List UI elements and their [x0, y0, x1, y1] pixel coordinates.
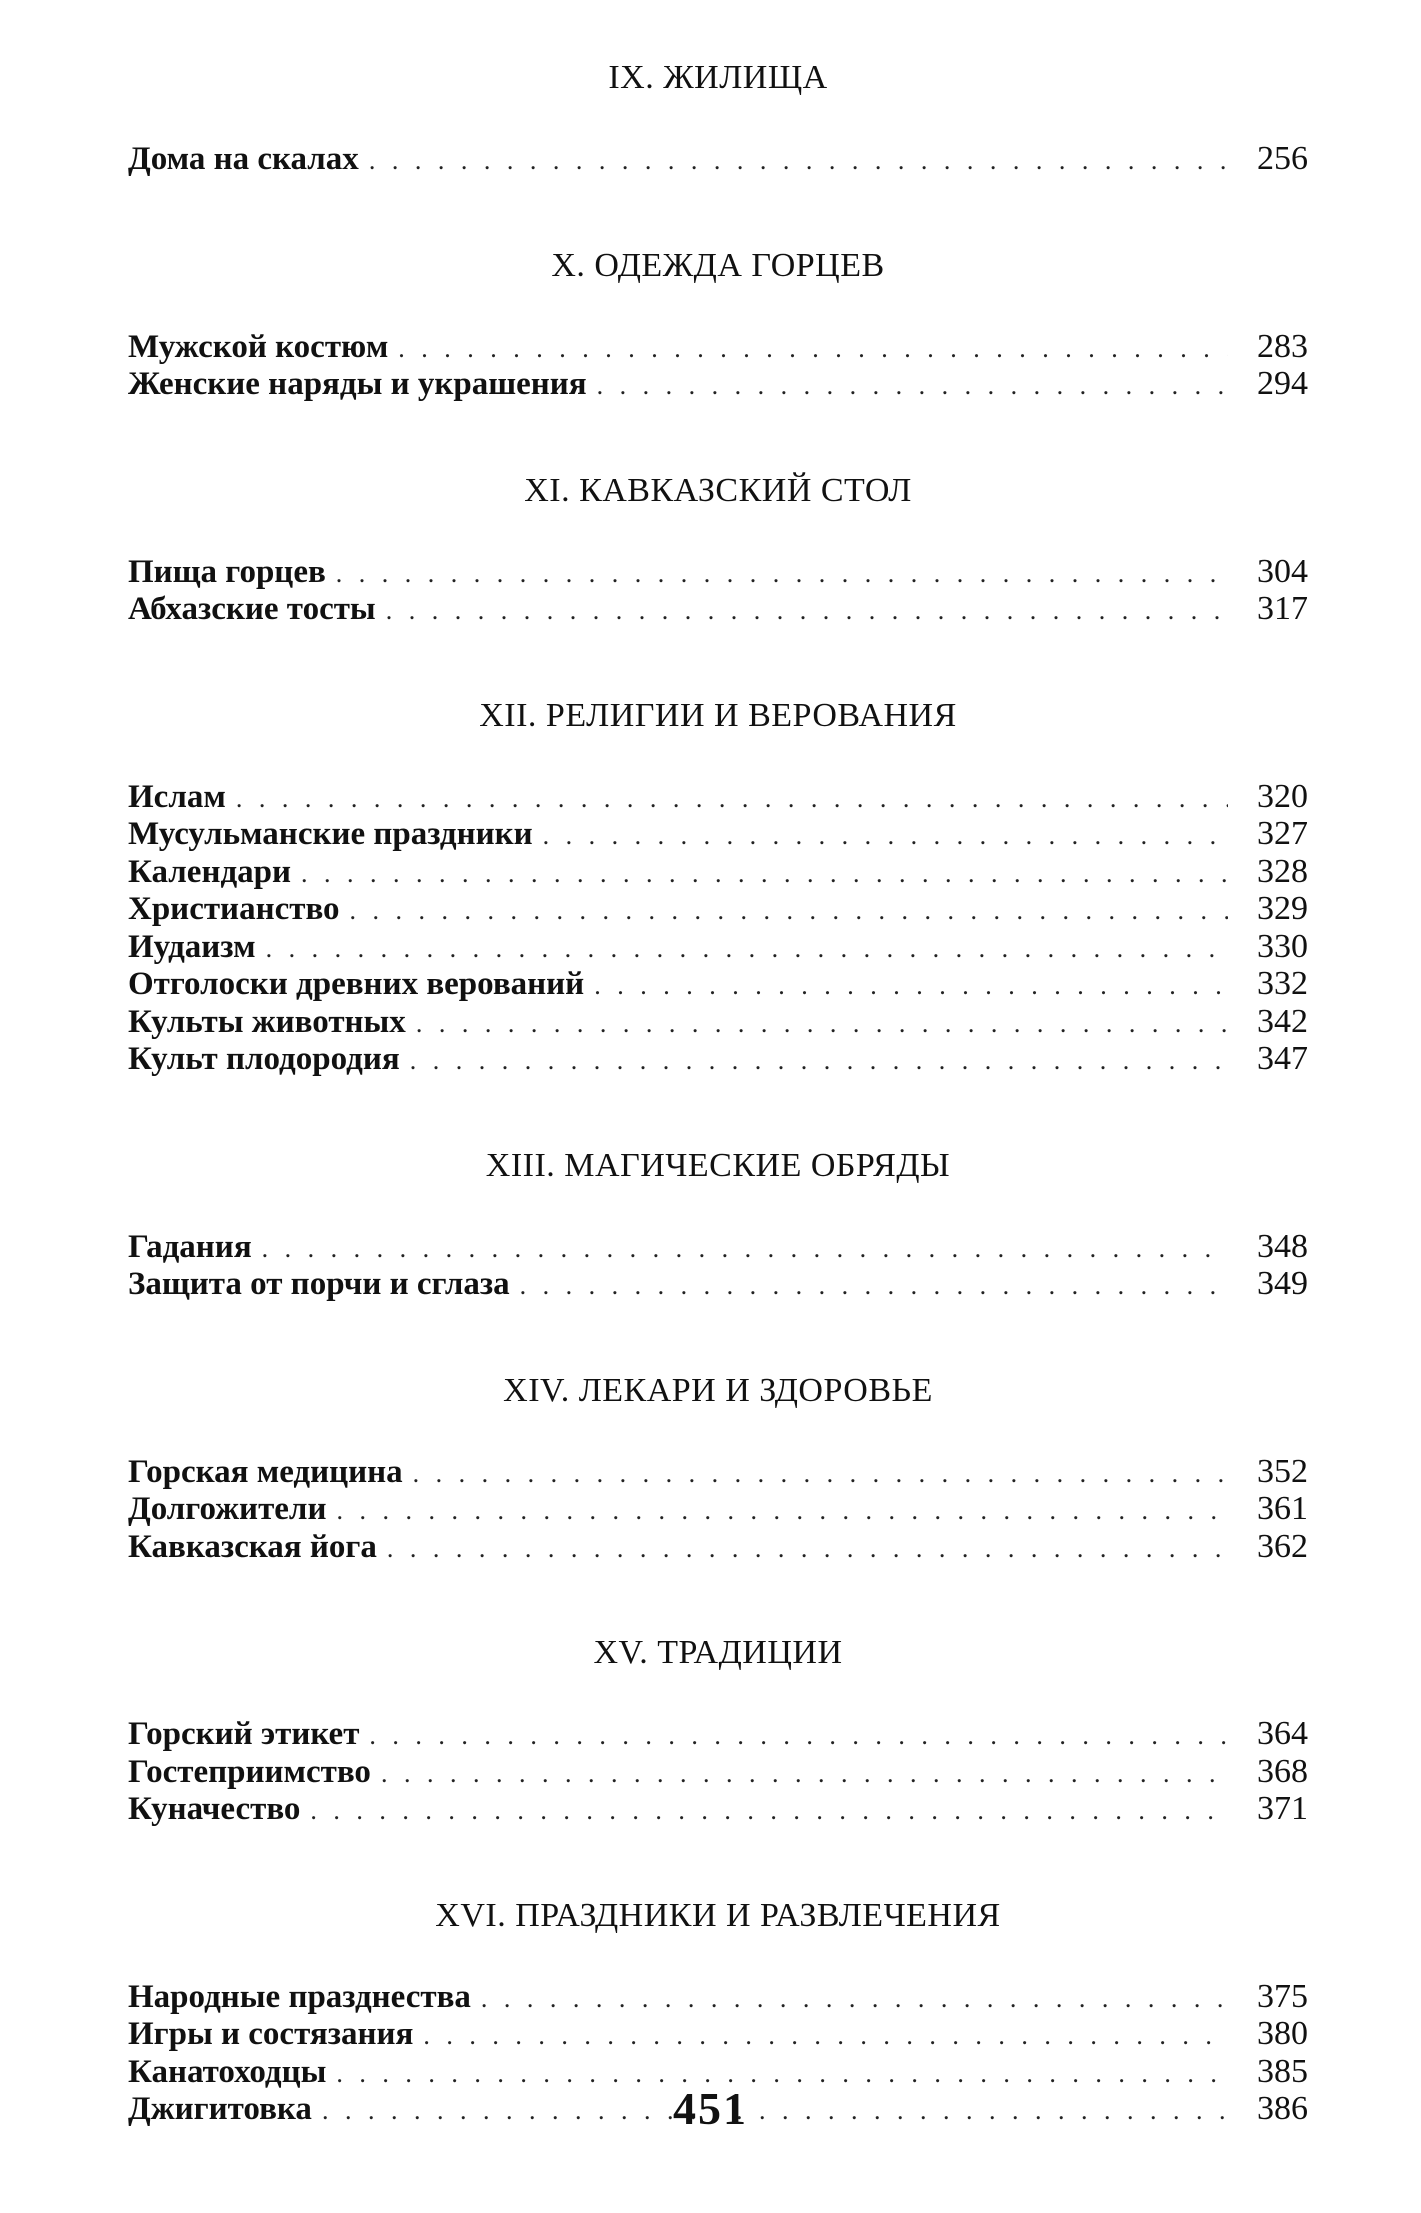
dot-leader: [597, 367, 1228, 405]
entry-title: Пища горцев: [128, 553, 326, 590]
toc-entry: [128, 1040, 1308, 1078]
entry-title: Горский этикет: [128, 1716, 360, 1752]
toc-entry: [128, 1528, 1308, 1566]
toc-entry: [128, 365, 1308, 403]
section-title: XV. ТРАДИЦИИ: [593, 1634, 843, 1671]
toc-entry: [128, 1453, 1308, 1491]
toc-section: [128, 1146, 1308, 1303]
entry-page-number: 330: [1257, 927, 1308, 965]
entry-page-number: 362: [1257, 1527, 1308, 1565]
entry-title: Календари: [128, 853, 292, 890]
entry-page-number: 283: [1257, 327, 1308, 365]
entry-title: Кавказская йога: [128, 1528, 377, 1565]
entry-page-number: 320: [1257, 777, 1308, 815]
section-gap: [128, 628, 1308, 696]
dot-leader: [398, 330, 1228, 368]
dot-leader: [301, 855, 1228, 893]
dot-leader: [423, 2017, 1228, 2055]
section-gap: [128, 1828, 1308, 1896]
section-gap: [128, 1078, 1308, 1146]
toc-entry: [128, 1490, 1308, 1528]
dot-leader: [387, 1530, 1228, 1568]
dot-leader: [369, 1717, 1228, 1755]
toc-entry: [128, 1978, 1308, 2016]
section-title: XII. РЕЛИГИИ И ВЕРОВАНИЯ: [479, 696, 957, 734]
toc-section: [128, 246, 1308, 403]
entry-title: Абхазские тосты: [128, 591, 376, 627]
dot-leader: [416, 1005, 1228, 1043]
entry-title: Долгожители: [128, 1491, 327, 1527]
section-entries: [128, 1228, 1308, 1303]
toc-entry: [128, 1753, 1308, 1791]
toc-entry: [128, 1790, 1308, 1828]
entry-title: Ислам: [128, 778, 226, 815]
toc-section: [128, 471, 1308, 628]
toc-entry: [128, 928, 1308, 966]
entry-page-number: 349: [1257, 1265, 1308, 1302]
toc-section: [128, 696, 1308, 1078]
toc-entry: [128, 890, 1308, 928]
toc-entry: [128, 853, 1308, 891]
entry-title: Мусульманские праздники: [128, 816, 533, 852]
toc-entry: [128, 328, 1308, 366]
toc-section: [128, 1633, 1308, 1828]
toc-entry: [128, 1715, 1308, 1753]
entry-page-number: 327: [1257, 815, 1308, 852]
section-gap: [128, 178, 1308, 246]
dot-leader: [543, 817, 1228, 855]
dot-leader: [381, 1755, 1228, 1793]
entry-title: Христианство: [128, 891, 340, 927]
section-title: XIII. МАГИЧЕСКИЕ ОБРЯДЫ: [485, 1146, 951, 1184]
entry-page-number: 348: [1257, 1227, 1308, 1265]
section-entries: [128, 140, 1308, 178]
toc-entry: [128, 140, 1308, 178]
entry-page-number: 342: [1257, 1002, 1308, 1040]
entry-page-number: 347: [1257, 1040, 1308, 1077]
entry-page-number: 352: [1257, 1452, 1308, 1490]
section-title: XI. КАВКАЗСКИЙ СТОЛ: [524, 471, 912, 509]
entry-title: Канатоходцы: [128, 2053, 327, 2090]
section-title: X. ОДЕЖДА ГОРЦЕВ: [551, 246, 885, 284]
entry-title: Куначество: [128, 1791, 301, 1827]
dot-leader: [410, 1042, 1228, 1080]
entry-page-number: 317: [1257, 590, 1308, 627]
section-title: IX. ЖИЛИЩА: [608, 59, 828, 96]
entry-page-number: 329: [1257, 890, 1308, 927]
entry-title: Джигитовка: [128, 2091, 312, 2127]
entry-page-number: 368: [1257, 1752, 1308, 1790]
dot-leader: [386, 592, 1228, 630]
section-entries: [128, 1453, 1308, 1566]
entry-title: Игры и состязания: [128, 2016, 414, 2052]
entry-title: Иудаизм: [128, 928, 256, 965]
dot-leader: [481, 1980, 1228, 2018]
entry-page-number: 328: [1257, 852, 1308, 890]
entry-page-number: 386: [1257, 2090, 1308, 2127]
section-entries: [128, 553, 1308, 628]
entry-page-number: 294: [1257, 365, 1308, 402]
section-gap: [128, 1303, 1308, 1371]
table-of-contents: [128, 58, 1308, 2128]
entry-page-number: 256: [1257, 140, 1308, 177]
toc-section: [128, 58, 1308, 178]
entry-title: Женские наряды и украшения: [128, 366, 587, 402]
entry-title: Гостеприимство: [128, 1753, 371, 1790]
section-gap: [128, 403, 1308, 471]
toc-entry: [128, 1003, 1308, 1041]
entry-title: Мужской костюм: [128, 328, 389, 365]
dot-leader: [336, 555, 1228, 593]
section-title: XVI. ПРАЗДНИКИ И РАЗВЛЕЧЕНИЯ: [435, 1896, 1001, 1934]
dot-leader: [413, 1455, 1228, 1493]
toc-entry: [128, 965, 1308, 1003]
section-gap: [128, 1565, 1308, 1633]
dot-leader: [336, 1492, 1228, 1530]
entry-title: Культы животных: [128, 1003, 406, 1040]
dot-leader: [310, 1792, 1228, 1830]
dot-leader: [266, 930, 1228, 968]
toc-entry: [128, 815, 1308, 853]
entry-title: Дома на скалах: [128, 141, 359, 177]
toc-section: [128, 1371, 1308, 1566]
entry-page-number: 375: [1257, 1977, 1308, 2015]
entry-title: Культ плодородия: [128, 1041, 400, 1077]
toc-entry: [128, 2015, 1308, 2053]
dot-leader: [594, 967, 1228, 1005]
dot-leader: [520, 1267, 1228, 1305]
page-number: 451: [673, 2083, 748, 2134]
entry-title: Гадания: [128, 1228, 252, 1265]
toc-entry: [128, 1228, 1308, 1266]
entry-page-number: 385: [1257, 2052, 1308, 2090]
dot-leader: [236, 780, 1228, 818]
entry-page-number: 371: [1257, 1790, 1308, 1827]
dot-leader: [350, 892, 1228, 930]
entry-page-number: 364: [1257, 1715, 1308, 1752]
section-entries: [128, 1715, 1308, 1828]
toc-entry: [128, 778, 1308, 816]
entry-page-number: 380: [1257, 2015, 1308, 2052]
entry-page-number: 361: [1257, 1490, 1308, 1527]
dot-leader: [262, 1230, 1228, 1268]
entry-title: Отголоски древних верований: [128, 966, 585, 1002]
toc-entry: [128, 553, 1308, 591]
entry-title: Защита от порчи и сглаза: [128, 1266, 510, 1302]
entry-title: Народные празднества: [128, 1978, 471, 2015]
toc-entry: [128, 1265, 1308, 1303]
section-entries: [128, 328, 1308, 403]
section-title: XIV. ЛЕКАРИ И ЗДОРОВЬЕ: [503, 1371, 933, 1409]
dot-leader: [369, 142, 1228, 180]
section-entries: [128, 778, 1308, 1078]
toc-entry: [128, 590, 1308, 628]
entry-title: Горская медицина: [128, 1453, 403, 1490]
entry-page-number: 332: [1257, 965, 1308, 1002]
entry-page-number: 304: [1257, 552, 1308, 590]
